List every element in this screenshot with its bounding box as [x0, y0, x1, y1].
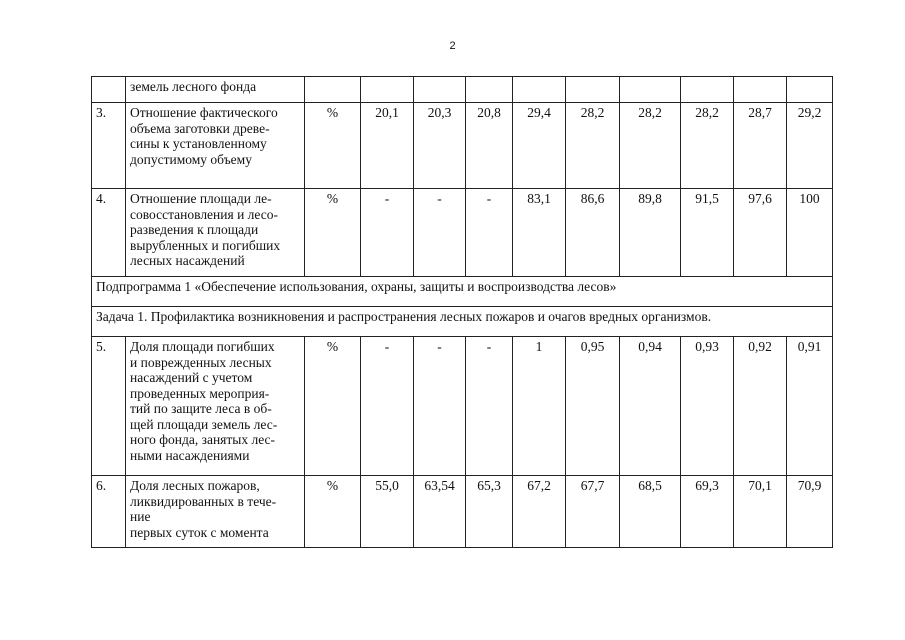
- value-cell: -: [414, 189, 466, 277]
- indicator-name-line: ликвидированных в тече-: [130, 493, 277, 509]
- row-number: [92, 77, 126, 103]
- value-cell: [734, 77, 787, 103]
- table-row: [92, 103, 833, 189]
- value-cell: 67,2: [513, 476, 566, 548]
- indicator-name: земель лесного фонда: [126, 77, 305, 103]
- value-cell: [513, 77, 566, 103]
- row-number: 3.: [92, 103, 126, 189]
- value-cell: 28,2: [620, 103, 681, 189]
- indicator-name-line: тий по защите леса в об-: [130, 401, 272, 416]
- value-cell: [414, 77, 466, 103]
- value-cell: 97,6: [734, 189, 787, 277]
- value-cell: 68,5: [620, 476, 681, 548]
- value-cell: [787, 77, 833, 103]
- value-cell: 1: [513, 337, 566, 476]
- value-cell: 83,1: [513, 189, 566, 277]
- indicator-name-line: сины к установленному: [130, 136, 267, 151]
- section-title: Задача 1. Профилактика возникновения и распространения лесных пожаров и очагов вредных организмов.: [92, 307, 833, 337]
- page-number: 2: [449, 40, 456, 52]
- value-cell: -: [361, 189, 414, 277]
- indicators-table: [91, 76, 833, 548]
- row-number: 6.: [92, 476, 126, 548]
- indicator-name-line: ными насаждениями: [130, 447, 250, 463]
- value-cell: -: [466, 337, 513, 476]
- section-row: [92, 277, 833, 307]
- value-cell: 29,2: [787, 103, 833, 189]
- indicator-name-line: лесных насаждений: [130, 253, 245, 268]
- indicator-name-line: насаждений с учетом: [130, 370, 253, 385]
- value-cell: 86,6: [566, 189, 620, 277]
- unit-cell: [305, 77, 361, 103]
- value-cell: 20,1: [361, 103, 414, 189]
- indicator-name-line: совосстановления и лесо-: [130, 206, 278, 222]
- unit-cell: %: [305, 103, 361, 189]
- row-number: 5.: [92, 337, 126, 476]
- table-row: [92, 189, 833, 277]
- indicator-name-line: Доля площади погибших: [130, 339, 275, 354]
- indicator-name-line: допустимому объему: [130, 151, 252, 167]
- indicator-name-line: проведенных мероприя-: [130, 385, 270, 401]
- unit-cell: %: [305, 337, 361, 476]
- value-cell: 70,9: [787, 476, 833, 548]
- indicator-name-line: Отношение площади ле-: [130, 191, 272, 206]
- value-cell: 89,8: [620, 189, 681, 277]
- value-cell: 69,3: [681, 476, 734, 548]
- value-cell: 28,2: [681, 103, 734, 189]
- value-cell: 28,7: [734, 103, 787, 189]
- indicator-name-line: ного фонда, занятых лес-: [130, 432, 276, 447]
- table-row: [92, 476, 833, 548]
- indicator-name-line: разведения к площади: [130, 222, 259, 237]
- value-cell: 100: [787, 189, 833, 277]
- value-cell: 0,94: [620, 337, 681, 476]
- indicator-name-line: Отношение фактического: [130, 105, 278, 120]
- value-cell: 0,92: [734, 337, 787, 476]
- section-row: [92, 307, 833, 337]
- value-cell: 28,2: [566, 103, 620, 189]
- table-row: [92, 77, 833, 103]
- row-number: 4.: [92, 189, 126, 277]
- value-cell: [620, 77, 681, 103]
- value-cell: 67,7: [566, 476, 620, 548]
- value-cell: [466, 77, 513, 103]
- value-cell: 70,1: [734, 476, 787, 548]
- unit-cell: %: [305, 476, 361, 548]
- value-cell: 55,0: [361, 476, 414, 548]
- value-cell: -: [466, 189, 513, 277]
- indicator-name-line: ние: [130, 509, 151, 524]
- indicator-name-line: первых суток с момента: [130, 524, 269, 540]
- indicator-name-line: вырубленных и погибших: [130, 237, 281, 253]
- indicator-name-line: объема заготовки древе-: [130, 120, 270, 136]
- value-cell: 0,95: [566, 337, 620, 476]
- value-cell: 91,5: [681, 189, 734, 277]
- indicator-name: [126, 476, 305, 548]
- value-cell: 63,54: [414, 476, 466, 548]
- indicator-name: [126, 189, 305, 277]
- value-cell: 29,4: [513, 103, 566, 189]
- value-cell: 0,93: [681, 337, 734, 476]
- value-cell: -: [414, 337, 466, 476]
- value-cell: [361, 77, 414, 103]
- value-cell: [566, 77, 620, 103]
- indicator-name-line: Доля лесных пожаров,: [130, 478, 260, 493]
- indicator-name: [126, 103, 305, 189]
- indicator-name-line: щей площади земель лес-: [130, 416, 278, 432]
- value-cell: 65,3: [466, 476, 513, 548]
- table-row: [92, 337, 833, 476]
- value-cell: [681, 77, 734, 103]
- value-cell: 20,8: [466, 103, 513, 189]
- section-title: Подпрограмма 1 «Обеспечение использования, охраны, защиты и воспроизводства лесов»: [92, 277, 833, 307]
- indicator-name-line: и поврежденных лесных: [130, 354, 272, 370]
- unit-cell: %: [305, 189, 361, 277]
- value-cell: 20,3: [414, 103, 466, 189]
- value-cell: 0,91: [787, 337, 833, 476]
- indicator-name: [126, 337, 305, 476]
- value-cell: -: [361, 337, 414, 476]
